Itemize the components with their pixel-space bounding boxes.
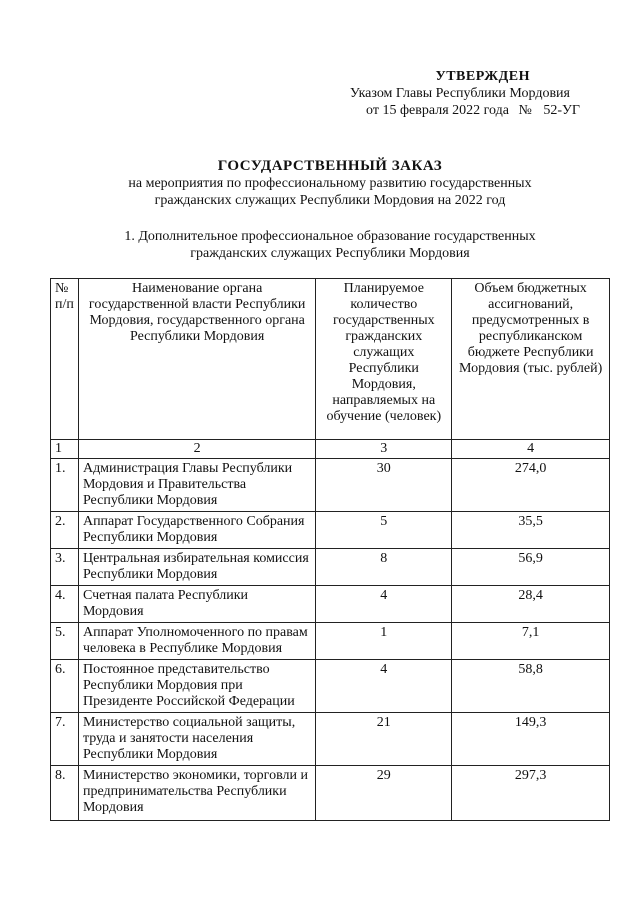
column-number: 1 bbox=[51, 440, 79, 459]
table-row bbox=[51, 586, 610, 623]
approval-title: УТВЕРЖДЕН bbox=[435, 69, 530, 84]
row-index: 4. bbox=[51, 586, 79, 623]
document-subtitle-line2: гражданских служащих Республики Мордовия на 2022 год bbox=[154, 193, 506, 208]
section-heading-line2: гражданских служащих Республики Мордовия bbox=[190, 246, 470, 261]
table-row bbox=[51, 713, 610, 766]
row-organization: Министерство экономики, торговли и предпринимательства Республики Мордовия bbox=[78, 766, 315, 821]
row-budget: 28,4 bbox=[452, 586, 610, 623]
row-budget: 7,1 bbox=[452, 623, 610, 660]
row-count: 30 bbox=[316, 459, 452, 512]
row-budget: 274,0 bbox=[452, 459, 610, 512]
row-count: 4 bbox=[316, 586, 452, 623]
row-organization: Аппарат Уполномоченного по правам человека в Республике Мордовия bbox=[78, 623, 315, 660]
row-organization: Администрация Главы Республики Мордовия и Правительства Республики Мордовия bbox=[78, 459, 315, 512]
row-index: 8. bbox=[51, 766, 79, 821]
row-budget: 56,9 bbox=[452, 549, 610, 586]
row-index: 6. bbox=[51, 660, 79, 713]
row-budget: 149,3 bbox=[452, 713, 610, 766]
budget-table bbox=[50, 278, 610, 821]
row-organization: Центральная избирательная комиссия Республики Мордовия bbox=[78, 549, 315, 586]
column-number: 3 bbox=[316, 440, 452, 459]
row-organization: Постоянное представительство Республики Мордовия при Президенте Российской Федерации bbox=[78, 660, 315, 713]
table-column-numbers-row bbox=[51, 440, 610, 459]
row-index: 5. bbox=[51, 623, 79, 660]
table-row bbox=[51, 549, 610, 586]
approval-block bbox=[280, 68, 580, 119]
row-organization: Министерство социальной защиты, труда и занятости населения Республики Мордовия bbox=[78, 713, 315, 766]
table-row bbox=[51, 660, 610, 713]
approval-number: 52-УГ bbox=[543, 103, 580, 118]
table-row bbox=[51, 512, 610, 549]
approval-month-year: февраля 2022 года bbox=[399, 103, 509, 118]
row-count: 8 bbox=[316, 549, 452, 586]
row-count: 4 bbox=[316, 660, 452, 713]
header-number: № п/п bbox=[51, 279, 79, 440]
row-budget: 297,3 bbox=[452, 766, 610, 821]
approval-day: 15 bbox=[382, 103, 397, 118]
table-row bbox=[51, 623, 610, 660]
row-index: 1. bbox=[51, 459, 79, 512]
row-index: 7. bbox=[51, 713, 79, 766]
row-count: 1 bbox=[316, 623, 452, 660]
row-count: 5 bbox=[316, 512, 452, 549]
document-subtitle-line1: на мероприятия по профессиональному развитию государственных bbox=[128, 176, 532, 191]
document-title: ГОСУДАРСТВЕННЫЙ ЗАКАЗ bbox=[217, 158, 443, 174]
section-heading bbox=[80, 228, 580, 262]
row-organization: Аппарат Государственного Собрания Республики Мордовия bbox=[78, 512, 315, 549]
approval-date-prefix: от bbox=[366, 103, 379, 118]
approval-date-line bbox=[280, 102, 580, 119]
section-heading-line1: 1. Дополнительное профессиональное образование государственных bbox=[124, 229, 536, 244]
header-planned-count: Планируемое количество государственных гражданских служащих Республики Мордовия, направляемых на обучение (человек) bbox=[316, 279, 452, 440]
row-index: 2. bbox=[51, 512, 79, 549]
approval-decree-line: Указом Главы Республики Мордовия bbox=[349, 86, 570, 101]
table-row bbox=[51, 766, 610, 821]
column-number: 4 bbox=[452, 440, 610, 459]
row-count: 29 bbox=[316, 766, 452, 821]
column-number: 2 bbox=[78, 440, 315, 459]
header-budget: Объем бюджетных ассигнований, предусмотренных в республиканском бюджете Республики Мордовия (тыс. рублей) bbox=[452, 279, 610, 440]
table-header-row bbox=[51, 279, 610, 440]
row-count: 21 bbox=[316, 713, 452, 766]
row-organization: Счетная палата Республики Мордовия bbox=[78, 586, 315, 623]
row-budget: 58,8 bbox=[452, 660, 610, 713]
document-heading bbox=[60, 158, 600, 209]
row-index: 3. bbox=[51, 549, 79, 586]
header-organization: Наименование органа государственной власти Республики Мордовия, государственного органа Республики Мордовия bbox=[78, 279, 315, 440]
row-budget: 35,5 bbox=[452, 512, 610, 549]
approval-number-sign: № bbox=[518, 103, 532, 118]
table-row bbox=[51, 459, 610, 512]
